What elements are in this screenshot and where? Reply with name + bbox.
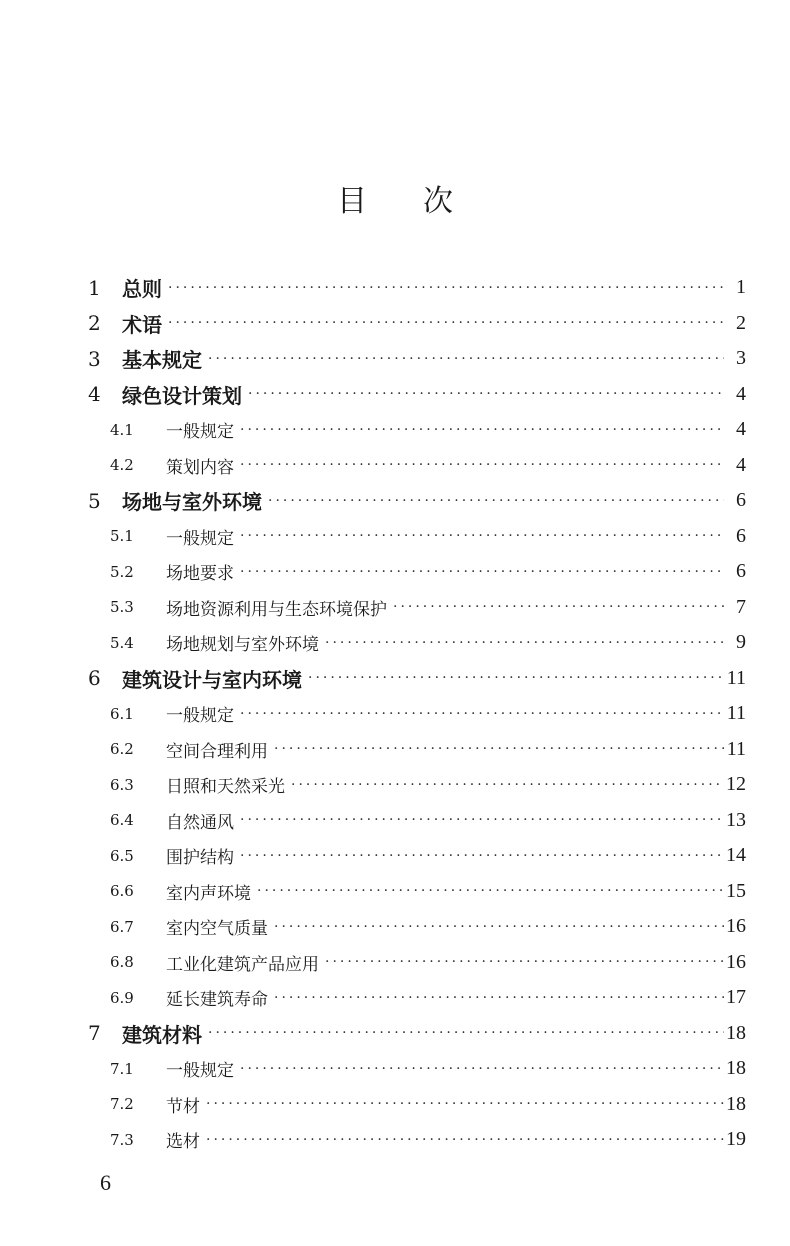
toc-dot-leader: [274, 742, 724, 756]
toc-dot-leader: [268, 494, 724, 508]
title-char-left: 目: [337, 184, 367, 219]
toc-dot-leader: [325, 636, 724, 650]
toc-chapter-entry[interactable]: [86, 377, 746, 413]
toc-dot-leader: [206, 1133, 724, 1147]
toc-entry-label: 选材: [166, 1132, 200, 1153]
toc-section-entry[interactable]: [86, 590, 746, 626]
toc-entry-number: 6: [88, 666, 101, 691]
toc-chapter-entry[interactable]: [86, 483, 746, 519]
toc-section-entry[interactable]: [86, 1122, 746, 1158]
toc-entry-page: 6: [736, 560, 746, 583]
toc-chapter-entry[interactable]: [86, 306, 746, 342]
toc-entry-label: 室内声环境: [166, 883, 251, 904]
toc-dot-leader: [248, 387, 724, 401]
toc-entry-page: 4: [736, 382, 746, 405]
toc-chapter-entry[interactable]: [86, 341, 746, 377]
toc-entry-number: 5.1: [110, 527, 134, 546]
toc-entry-label: 自然通风: [166, 812, 234, 833]
toc-entry-number: 6.6: [110, 882, 134, 901]
toc-entry-label: 绿色设计策划: [122, 383, 242, 408]
toc-dot-leader: [240, 707, 724, 721]
toc-entry-page: 18: [726, 1057, 746, 1080]
toc-entry-label: 建筑设计与室内环境: [122, 667, 302, 692]
toc-entry-page: 6: [736, 524, 746, 547]
toc-chapter-entry[interactable]: [86, 1016, 746, 1052]
toc-dot-leader: [393, 600, 724, 614]
toc-entry-page: 6: [736, 489, 746, 512]
toc-entry-page: 7: [736, 595, 746, 618]
toc-section-entry[interactable]: [86, 980, 746, 1016]
toc-entry-page: 16: [726, 950, 746, 973]
toc-entry-number: 4.1: [110, 420, 134, 439]
toc-entry-page: 14: [726, 844, 746, 867]
toc-entry-number: 4.2: [110, 456, 134, 475]
toc-entry-label: 基本规定: [122, 348, 202, 373]
toc-entry-label: 场地要求: [166, 564, 234, 585]
toc-dot-leader: [291, 778, 724, 792]
toc-chapter-entry[interactable]: [86, 270, 746, 306]
toc-section-entry[interactable]: [86, 696, 746, 732]
title-char-right: 次: [423, 184, 453, 219]
toc-entry-label: 围护结构: [166, 848, 234, 869]
toc-chapter-entry[interactable]: [86, 661, 746, 697]
toc-section-entry[interactable]: [86, 412, 746, 448]
toc-dot-leader: [240, 813, 724, 827]
toc-entry-number: 7.3: [110, 1130, 134, 1149]
toc-entry-label: 场地规划与室外环境: [166, 635, 319, 656]
toc-dot-leader: [240, 1062, 724, 1076]
toc-entry-label: 空间合理利用: [166, 741, 268, 762]
toc-section-entry[interactable]: [86, 448, 746, 484]
toc-entry-number: 6.2: [110, 740, 134, 759]
toc-entry-page: 2: [736, 311, 746, 334]
toc-dot-leader: [274, 920, 724, 934]
toc-section-entry[interactable]: [86, 1051, 746, 1087]
toc-section-entry[interactable]: [86, 732, 746, 768]
toc-dot-leader: [168, 281, 724, 295]
toc-entry-label: 策划内容: [166, 457, 234, 478]
toc-entry-label: 室内空气质量: [166, 919, 268, 940]
toc-entry-page: 15: [726, 879, 746, 902]
toc-entry-page: 18: [726, 1021, 746, 1044]
toc-entry-number: 5.3: [110, 598, 134, 617]
toc-section-entry[interactable]: [86, 767, 746, 803]
toc-entry-page: 18: [726, 1092, 746, 1115]
toc-entry-label: 场地与室外环境: [122, 490, 262, 515]
toc-entry-page: 17: [726, 986, 746, 1009]
table-of-contents: [86, 270, 746, 1158]
toc-section-entry[interactable]: [86, 874, 746, 910]
toc-section-entry[interactable]: [86, 803, 746, 839]
toc-entry-number: 5.4: [110, 633, 134, 652]
toc-dot-leader: [325, 955, 724, 969]
toc-dot-leader: [274, 991, 724, 1005]
toc-entry-number: 7.1: [110, 1059, 134, 1078]
toc-dot-leader: [240, 849, 724, 863]
toc-entry-page: 11: [726, 666, 746, 689]
toc-dot-leader: [208, 1026, 724, 1040]
toc-entry-page: 4: [736, 453, 746, 476]
toc-entry-number: 5.2: [110, 562, 134, 581]
toc-entry-number: 4: [88, 382, 101, 407]
toc-entry-label: 日照和天然采光: [166, 777, 285, 798]
toc-entry-label: 节材: [166, 1096, 200, 1117]
toc-dot-leader: [240, 565, 724, 579]
toc-section-entry[interactable]: [86, 945, 746, 981]
toc-dot-leader: [208, 352, 724, 366]
toc-dot-leader: [240, 423, 724, 437]
toc-dot-leader: [240, 529, 724, 543]
toc-dot-leader: [206, 1097, 724, 1111]
toc-entry-number: 2: [88, 311, 101, 336]
toc-entry-number: 3: [88, 346, 101, 371]
toc-section-entry[interactable]: [86, 1087, 746, 1123]
page-title: [0, 176, 790, 220]
toc-dot-leader: [257, 884, 724, 898]
toc-entry-page: 16: [726, 915, 746, 938]
toc-section-entry[interactable]: [86, 909, 746, 945]
toc-entry-label: 一般规定: [166, 422, 234, 443]
toc-entry-page: 1: [736, 276, 746, 299]
toc-entry-label: 场地资源利用与生态环境保护: [166, 599, 387, 620]
toc-dot-leader: [240, 458, 724, 472]
toc-entry-label: 一般规定: [166, 706, 234, 727]
toc-entry-number: 6.5: [110, 846, 134, 865]
toc-entry-page: 11: [726, 702, 746, 725]
toc-entry-number: 6.1: [110, 704, 134, 723]
toc-section-entry[interactable]: [86, 625, 746, 661]
toc-entry-page: 13: [726, 808, 746, 831]
toc-dot-leader: [168, 316, 724, 330]
toc-entry-label: 工业化建筑产品应用: [166, 954, 319, 975]
toc-entry-number: 6.8: [110, 953, 134, 972]
toc-entry-number: 6.7: [110, 917, 134, 936]
toc-entry-page: 19: [726, 1128, 746, 1151]
toc-dot-leader: [308, 671, 724, 685]
toc-entry-page: 11: [726, 737, 746, 760]
toc-entry-label: 术语: [122, 312, 162, 337]
toc-entry-number: 6.4: [110, 811, 134, 830]
toc-entry-label: 一般规定: [166, 528, 234, 549]
toc-entry-number: 7: [88, 1021, 101, 1046]
toc-section-entry[interactable]: [86, 838, 746, 874]
toc-entry-number: 6.3: [110, 775, 134, 794]
toc-entry-number: 7.2: [110, 1095, 134, 1114]
toc-section-entry[interactable]: [86, 519, 746, 555]
toc-entry-page: 4: [736, 418, 746, 441]
toc-entry-number: 5: [88, 488, 101, 513]
toc-entry-number: 1: [88, 275, 101, 300]
toc-entry-label: 延长建筑寿命: [166, 990, 268, 1011]
toc-entry-label: 建筑材料: [122, 1022, 202, 1047]
toc-entry-label: 一般规定: [166, 1061, 234, 1082]
toc-entry-number: 6.9: [110, 988, 134, 1007]
toc-entry-page: 9: [736, 631, 746, 654]
toc-section-entry[interactable]: [86, 554, 746, 590]
toc-entry-label: 总则: [122, 277, 162, 302]
footer-page-number: 6: [100, 1170, 111, 1195]
toc-entry-page: 3: [736, 347, 746, 370]
toc-entry-page: 12: [726, 773, 746, 796]
